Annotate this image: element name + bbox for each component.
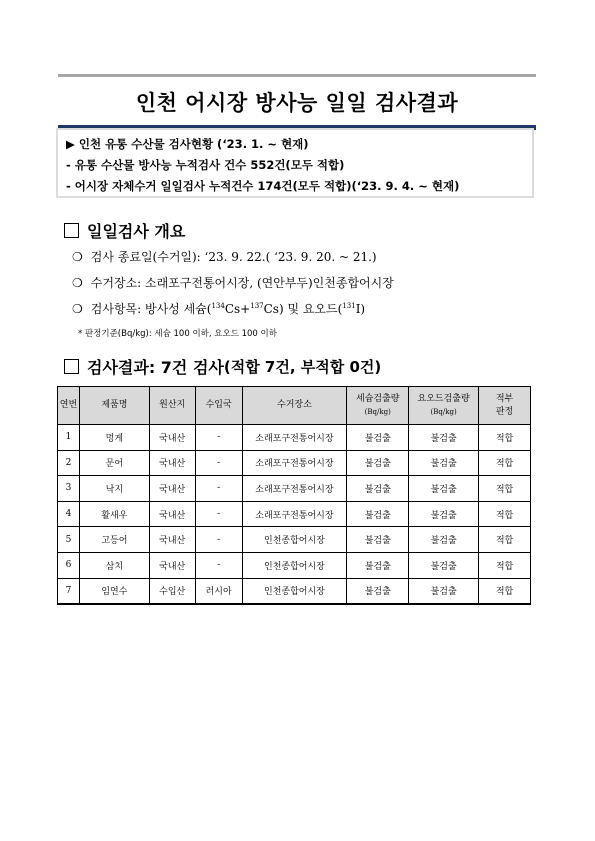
cell-verdict: 적합: [479, 501, 531, 527]
circle-bullet-icon: ❍: [72, 249, 83, 264]
table-row: [58, 450, 531, 476]
cell-import-country: -: [195, 476, 242, 502]
cell-no: 1: [58, 425, 80, 451]
cell-location: 소래포구전통어시장: [242, 476, 347, 502]
table-row: [58, 476, 531, 502]
table-header-row: [58, 387, 531, 425]
cell-origin: 국내산: [149, 527, 195, 553]
cell-origin: 국내산: [149, 501, 195, 527]
cell-cesium: 불검출: [347, 476, 409, 502]
cell-cesium: 불검출: [347, 425, 409, 451]
section-results-title: 검사결과: 7건 검사: [87, 358, 224, 377]
cell-import-country: -: [195, 450, 242, 476]
cell-cesium: 불검출: [347, 552, 409, 578]
cell-origin: 국내산: [149, 552, 195, 578]
cell-location: 소래포구전통어시장: [242, 501, 347, 527]
page-title: 인천 어시장 방사능 일일 검사결과: [135, 91, 459, 115]
overview-bullet-date: [72, 248, 377, 265]
cell-product: 고등어: [79, 527, 149, 553]
cell-cesium: 불검출: [347, 527, 409, 553]
cell-no: 6: [58, 552, 80, 578]
results-table: [57, 386, 531, 605]
cell-iodine: 불검출: [409, 501, 479, 527]
cell-product: 활새우: [79, 501, 149, 527]
cell-no: 5: [58, 527, 80, 553]
cell-product: 멍게: [79, 425, 149, 451]
cell-location: 소래포구전통어시장: [242, 450, 347, 476]
header-verdict: 적부 판정: [479, 387, 531, 425]
cell-verdict: 적합: [479, 578, 531, 604]
cell-iodine: 불검출: [409, 425, 479, 451]
overview-location-text: 수거장소: 소래포구전통어시장, (연안부두)인천종합어시장: [90, 276, 394, 290]
cell-product: 삼치: [79, 552, 149, 578]
summary-line-1: ▶ 인천 유통 수산물 검사현황 (‘23. 1. ~ 현재): [66, 137, 309, 151]
cell-cesium: 불검출: [347, 578, 409, 604]
header-cesium: 세슘검출량 (Bq/kg): [347, 387, 409, 425]
cell-import-country: 러시아: [195, 578, 242, 604]
cell-cesium: 불검출: [347, 450, 409, 476]
title-block: [58, 74, 536, 130]
criteria-note: * 판정기준(Bq/kg): 세슘 100 이하, 요오드 100 이하: [78, 329, 277, 339]
summary-box: [56, 128, 534, 198]
overview-bullet-location: [72, 274, 394, 291]
square-box-icon: [64, 223, 79, 238]
cell-origin: 국내산: [149, 450, 195, 476]
square-box-icon: [64, 359, 79, 374]
cell-no: 2: [58, 450, 80, 476]
table-row: [58, 527, 531, 553]
cell-iodine: 불검출: [409, 578, 479, 604]
cell-verdict: 적합: [479, 527, 531, 553]
cell-verdict: 적합: [479, 450, 531, 476]
section-overview-title: 일일검사 개요: [87, 222, 186, 241]
cell-no: 7: [58, 578, 80, 604]
cell-product: 문어: [79, 450, 149, 476]
summary-line-3: - 어시장 자체수거 일일검사 누적건수 174건(모두 적합)(‘23. 9. 4. ~ 현재): [66, 179, 460, 193]
header-import-country: 수입국: [195, 387, 242, 425]
overview-date-text: 검사 종료일(수거일): ‘23. 9. 22.( ‘23. 9. 20. ~ 21.): [90, 250, 377, 264]
header-no: 연번: [58, 387, 80, 425]
cell-location: 인천종합어시장: [242, 527, 347, 553]
table-row: [58, 552, 531, 578]
cell-product: 임연수: [79, 578, 149, 604]
header-iodine: 요오드검출량 (Bq/kg): [409, 387, 479, 425]
cell-verdict: 적합: [479, 552, 531, 578]
cell-product: 낙지: [79, 476, 149, 502]
header-location: 수거장소: [242, 387, 347, 425]
section-results-heading: [64, 355, 381, 378]
cell-origin: 국내산: [149, 476, 195, 502]
header-origin: 원산지: [149, 387, 195, 425]
cell-verdict: 적합: [479, 476, 531, 502]
cell-location: 소래포구전통어시장: [242, 425, 347, 451]
circle-bullet-icon: ❍: [72, 275, 83, 290]
cell-import-country: -: [195, 501, 242, 527]
circle-bullet-icon: ❍: [72, 301, 83, 316]
section-overview-heading: [64, 219, 185, 242]
section-results-subtitle: (적합 7건, 부적합 0건): [223, 358, 382, 376]
summary-line-2: - 유통 수산물 방사능 누적검사 건수 552건(모두 적합): [66, 158, 345, 172]
cell-cesium: 불검출: [347, 501, 409, 527]
cell-iodine: 불검출: [409, 527, 479, 553]
cell-iodine: 불검출: [409, 552, 479, 578]
cell-verdict: 적합: [479, 425, 531, 451]
cell-no: 4: [58, 501, 80, 527]
cell-origin: 국내산: [149, 425, 195, 451]
cell-import-country: -: [195, 527, 242, 553]
cell-origin: 수입산: [149, 578, 195, 604]
table-row: [58, 425, 531, 451]
cell-location: 인천종합어시장: [242, 578, 347, 604]
cell-location: 인천종합어시장: [242, 552, 347, 578]
table-row: [58, 578, 531, 604]
cell-iodine: 불검출: [409, 450, 479, 476]
cell-import-country: -: [195, 425, 242, 451]
cell-no: 3: [58, 476, 80, 502]
cell-iodine: 불검출: [409, 476, 479, 502]
overview-items-text: 검사항목: 방사성 세슘($^{134}$Cs+$^{137}$Cs) 및 요오드($^{131}$I): [90, 302, 366, 316]
table-row: [58, 501, 531, 527]
header-product: 제품명: [79, 387, 149, 425]
cell-import-country: -: [195, 552, 242, 578]
overview-bullet-items: [72, 300, 365, 317]
